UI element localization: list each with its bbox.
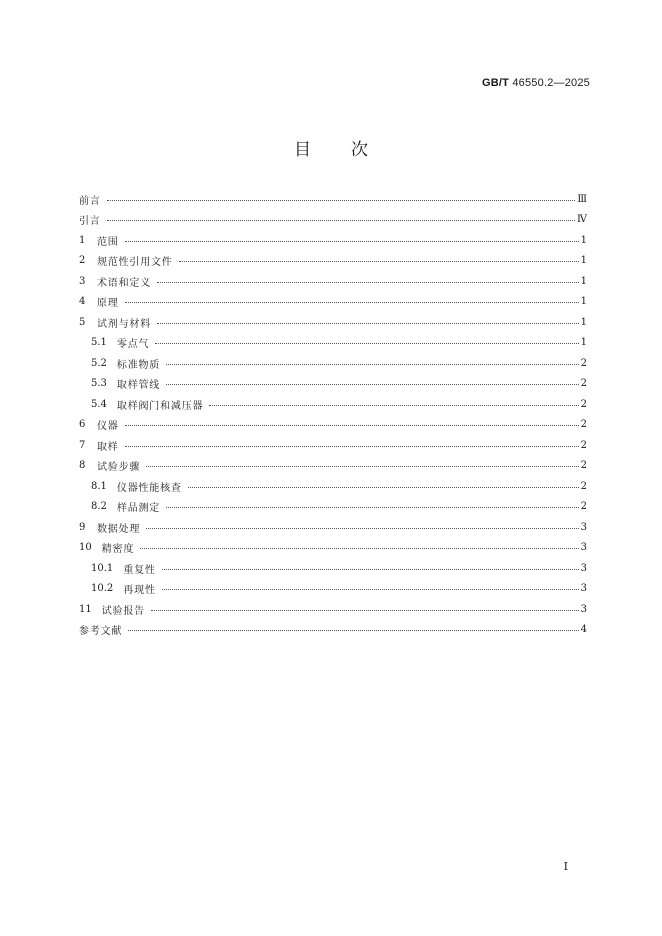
toc-entry[interactable] [79,497,587,518]
toc-entry-number: 8.2 [91,501,107,513]
toc-leader-dots [125,446,579,447]
toc-entry-number: 8 [79,460,86,472]
toc-entry-number: 10 [79,542,92,554]
toc-entry-label: 参考文献 [79,626,123,638]
toc-entry[interactable] [79,620,587,641]
toc-entry-label: 仪器 [97,421,119,433]
toc-entry-page: 2 [580,419,587,431]
toc-entry-page: 1 [580,234,587,246]
toc-entry-page: 1 [580,316,587,328]
toc-entry[interactable] [79,517,587,538]
toc-entry-number: 5.1 [91,337,107,349]
toc-entry-label: 试剂与材料 [97,318,151,330]
toc-leader-dots [188,487,579,488]
toc-entry-number: 7 [79,439,86,451]
toc-entry-page: Ⅲ [577,193,587,205]
toc-entry[interactable] [79,251,587,272]
toc-leader-dots [107,200,576,201]
toc-entry-page: 4 [580,624,587,636]
toc-leader-dots [107,220,575,221]
toc-entry-label: 数据处理 [97,523,141,535]
toc-entry-page: 1 [580,275,587,287]
toc-entry-label: 取样 [97,441,119,453]
toc-entry-number: 10.1 [91,562,114,574]
toc-entry[interactable] [79,435,587,456]
toc-entry[interactable] [79,353,587,374]
toc-entry-label: 取样管线 [116,380,161,392]
toc-entry[interactable] [79,210,587,231]
toc-entry-number: 2 [79,255,86,267]
toc-entry-label: 范围 [97,236,119,248]
toc-entry-number: 5 [79,316,86,328]
toc-entry-page: 2 [580,378,587,390]
toc-entry-label: 重复性 [123,564,156,576]
toc-entry-number: 1 [79,234,86,246]
toc-entry-number: 4 [79,296,86,308]
toc-leader-dots [125,241,579,242]
toc-entry-number: 5.4 [91,398,107,410]
toc-entry-page: 3 [580,542,587,554]
toc-entry-number: 11 [79,603,92,615]
toc-entry-number: 6 [79,419,86,431]
toc-leader-dots [151,610,579,611]
toc-leader-dots [157,323,579,324]
toc-leader-dots [146,528,578,529]
toc-entry-page: 1 [580,255,587,267]
toc-leader-dots [162,589,579,590]
toc-entry[interactable] [79,312,587,333]
toc-entry-label: 试验报告 [101,605,145,617]
toc-entry[interactable] [79,271,587,292]
standard-prefix: GB/T [482,77,510,89]
toc-entry-page: 2 [580,357,587,369]
toc-entry-label: 样品测定 [116,503,161,515]
toc-entry-label: 引言 [79,216,101,228]
toc-entry-page: 3 [580,583,587,595]
toc-entry-page: Ⅳ [577,214,587,226]
toc-entry[interactable] [79,415,587,436]
toc-leader-dots [146,466,578,467]
toc-entry[interactable] [79,394,587,415]
toc-entry-number: 10.2 [91,583,114,595]
toc-entry-number: 9 [79,521,86,533]
toc-entry-page: 2 [580,480,587,492]
toc-entry-number: 8.1 [91,480,107,492]
toc-leader-dots [125,302,579,303]
toc-entry-label: 原理 [97,298,119,310]
toc-leader-dots [128,630,578,631]
toc-entry-label: 规范性引用文件 [97,257,173,269]
toc-leader-dots [166,384,579,385]
toc-entry[interactable] [79,292,587,313]
toc-entry-page: 3 [580,562,587,574]
toc-leader-dots [209,405,578,406]
toc-entry[interactable] [79,538,587,559]
toc-entry-label: 前言 [79,195,101,207]
toc-entry[interactable] [79,599,587,620]
toc-entry-page: 3 [580,521,587,533]
toc-entry[interactable] [79,476,587,497]
toc-leader-dots [166,507,579,508]
toc-leader-dots [155,343,578,344]
table-of-contents [79,189,587,640]
toc-entry-page: 2 [580,460,587,472]
toc-entry-number: 3 [79,275,86,287]
toc-entry-page: 3 [580,603,587,615]
toc-entry[interactable] [79,558,587,579]
toc-entry-label: 精密度 [101,544,135,556]
toc-entry-label: 标准物质 [116,359,161,371]
toc-leader-dots [140,548,578,549]
toc-leader-dots [157,282,579,283]
toc-entry-label: 术语和定义 [97,277,151,289]
toc-entry-label: 取样阀门和减压器 [116,400,204,412]
standard-number: 46550.2—2025 [512,77,590,89]
toc-entry-number: 5.2 [91,357,107,369]
toc-entry[interactable] [79,456,587,477]
toc-entry[interactable] [79,374,587,395]
toc-entry-page: 2 [580,501,587,513]
toc-leader-dots [162,569,579,570]
toc-entry[interactable] [79,230,587,251]
toc-leader-dots [125,425,579,426]
toc-entry-page: 2 [580,398,587,410]
page-number: Ⅰ [563,860,568,873]
toc-entry-page: 2 [580,439,587,451]
toc-leader-dots [166,364,579,365]
toc-leader-dots [179,261,579,262]
toc-entry-label: 试验步骤 [97,462,141,474]
toc-entry-label: 再现性 [123,585,156,597]
toc-entry-label: 零点气 [116,339,150,351]
standard-code [482,77,590,89]
toc-entry-label: 仪器性能核查 [116,482,182,494]
toc-entry[interactable] [79,189,587,210]
toc-entry[interactable] [79,579,587,600]
toc-entry-number: 5.3 [91,378,107,390]
toc-entry-page: 1 [580,337,587,349]
toc-entry-page: 1 [580,296,587,308]
toc-entry[interactable] [79,333,587,354]
toc-title: 目次 [294,140,408,160]
